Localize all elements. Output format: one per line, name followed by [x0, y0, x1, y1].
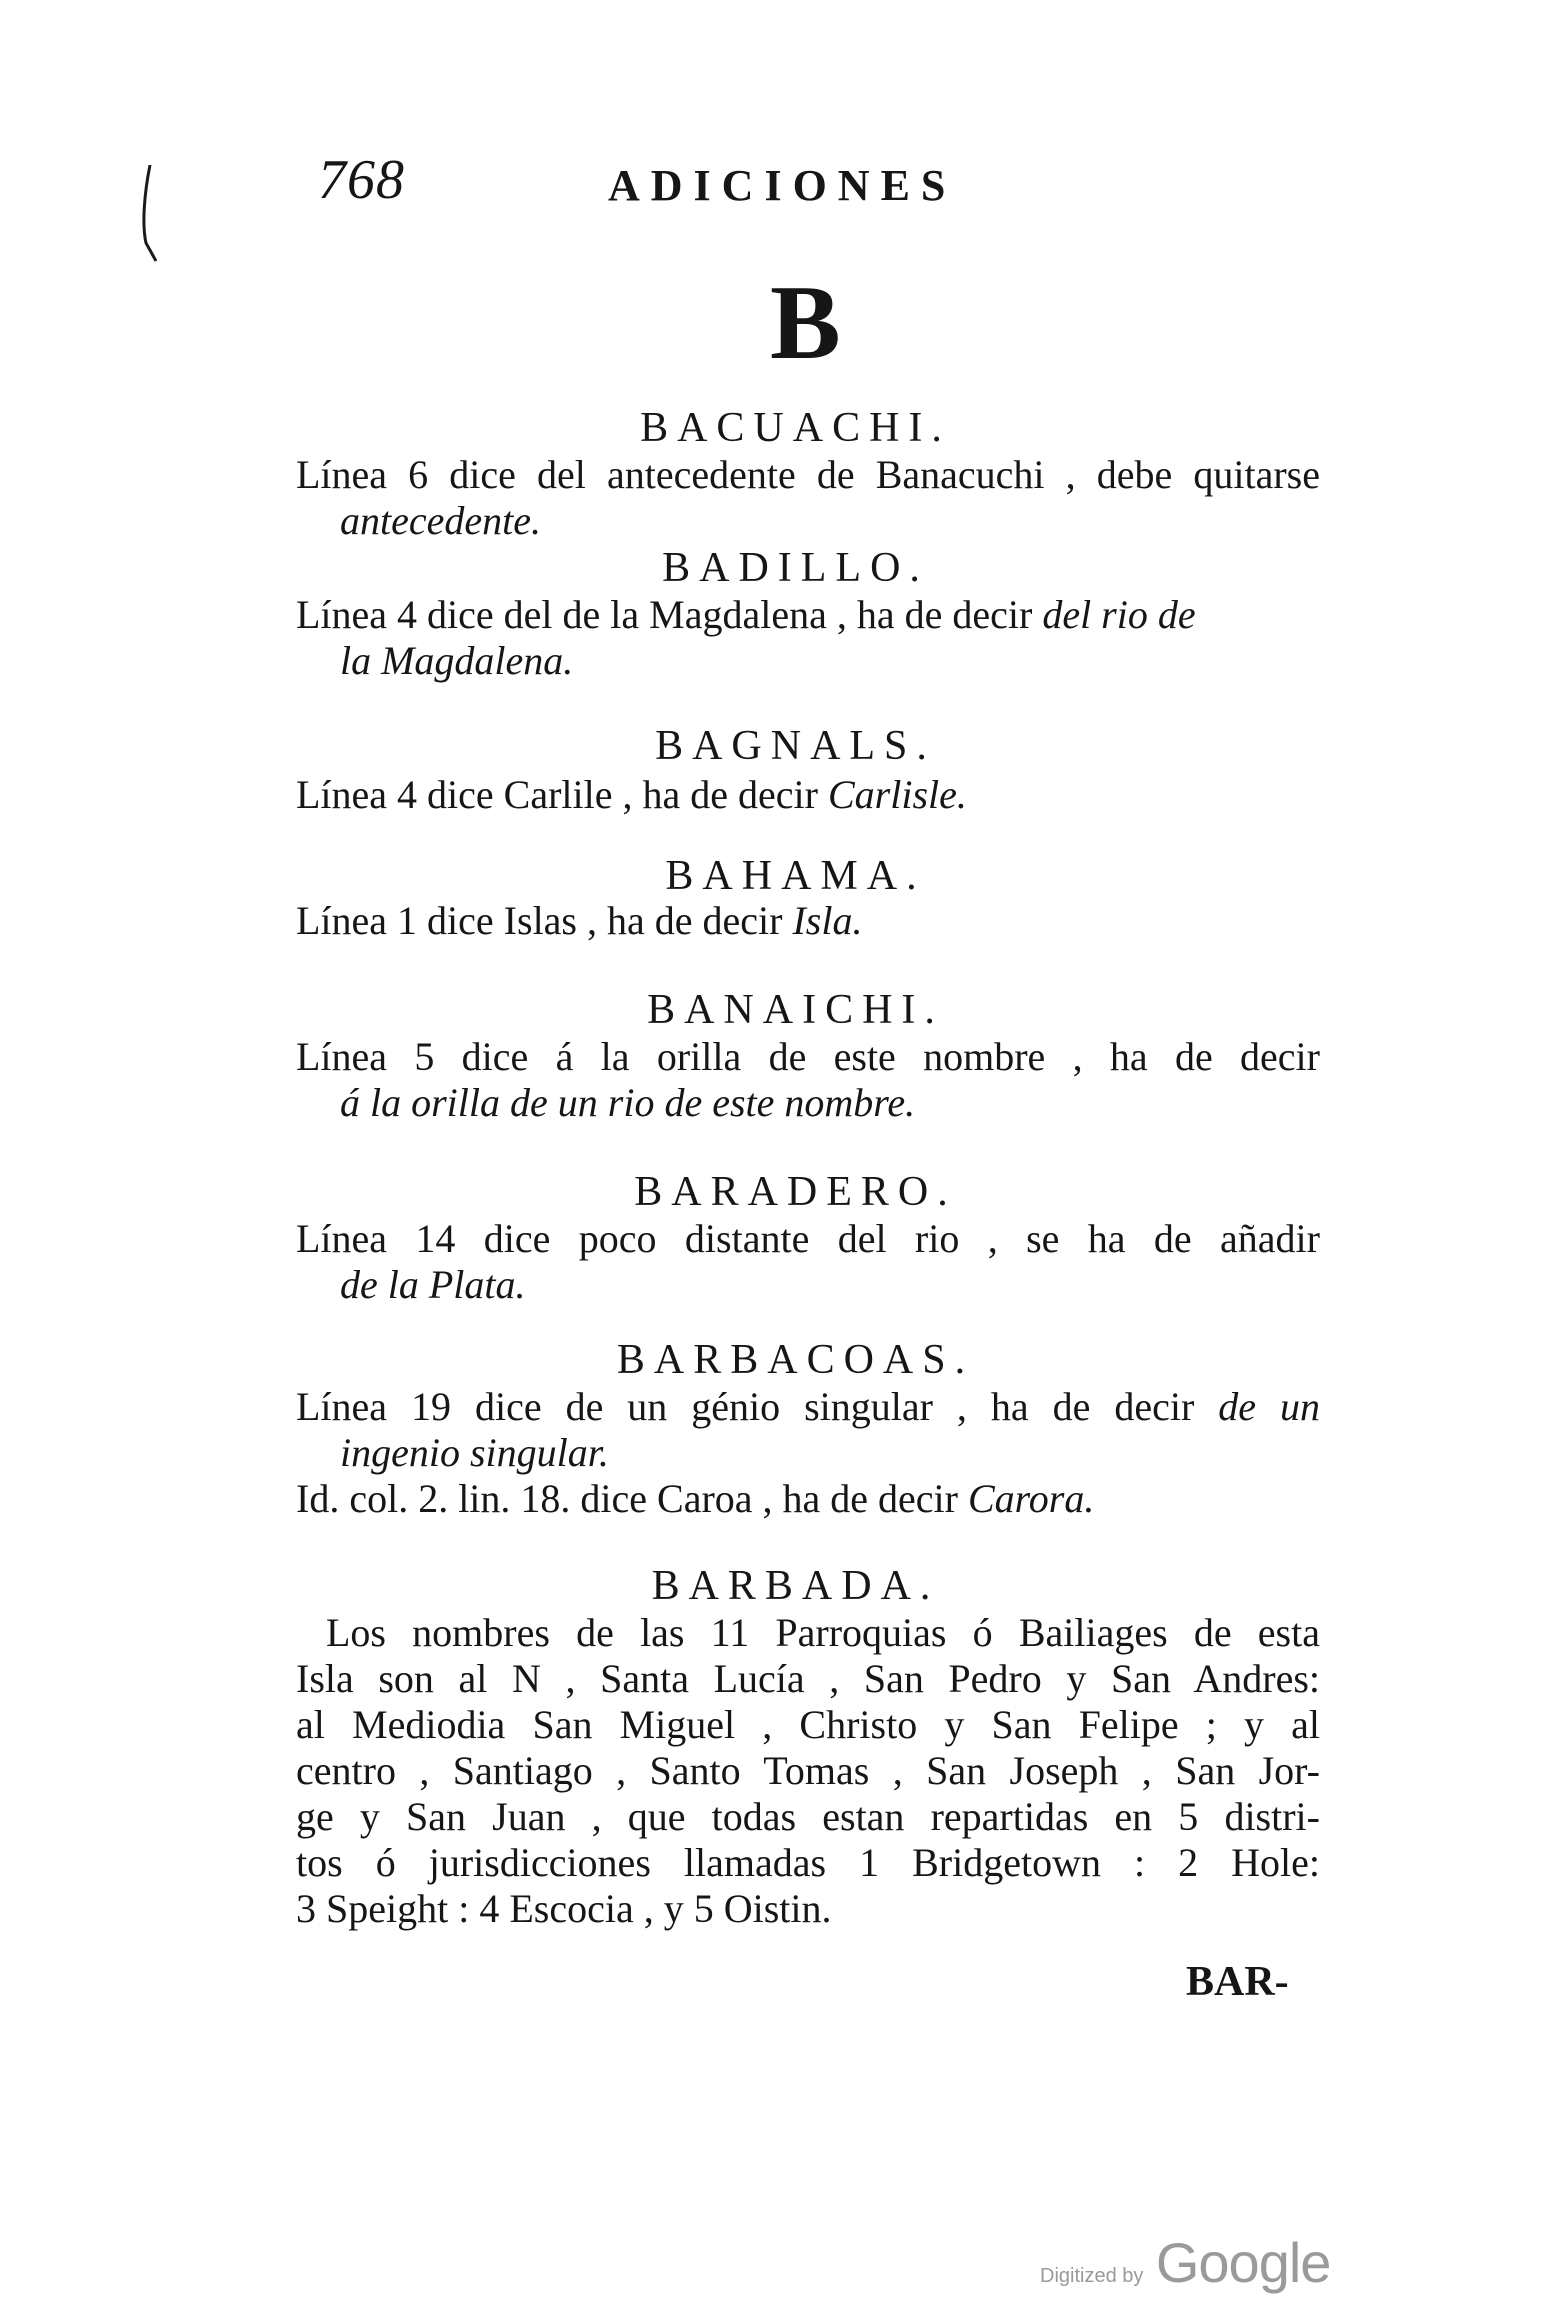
- entry-line: Línea 14 dice poco distante del rio , se ha de añadir: [296, 1216, 1320, 1261]
- entry-text-italic: Isla.: [792, 898, 863, 943]
- entry-title-badillo: BADILLO.: [662, 545, 929, 591]
- entry-text: Línea 19 dice de un génio singular , ha de decir: [296, 1384, 1195, 1429]
- page-header: [318, 148, 1118, 218]
- entry-line: 3 Speight : 4 Escocia , y 5 Oistin.: [296, 1886, 832, 1931]
- entry-text: Línea 4 dice del de la Magdalena , ha de decir: [296, 592, 1033, 637]
- catchword: BAR-: [1186, 1959, 1289, 2005]
- entry-title-bagnals: BAGNALS.: [655, 723, 936, 769]
- entry-text-italic: Carora.: [968, 1476, 1095, 1521]
- entry-text-italic: de un: [1218, 1384, 1320, 1429]
- entry-line: [296, 772, 1320, 818]
- entry-line: al Mediodia San Miguel , Christo y San Felipe ; y al: [296, 1702, 1320, 1747]
- entry-line: ge y San Juan , que todas estan repartidas en 5 distri-: [296, 1794, 1320, 1839]
- section-letter: B: [770, 264, 841, 381]
- entry-line: [296, 1476, 1320, 1522]
- margin-bracket-mark: [136, 165, 158, 265]
- entry-line-italic: ingenio singular.: [340, 1430, 609, 1475]
- entry-text: Línea 4 dice Carlile , ha de decir: [296, 772, 818, 817]
- entry-line-italic: de la Plata.: [340, 1262, 526, 1307]
- entry-line: [296, 592, 1320, 638]
- entry-line: Línea 5 dice á la orilla de este nombre , ha de decir: [296, 1034, 1320, 1079]
- entry-line-italic: la Magdalena.: [340, 638, 574, 683]
- entry-title-banaichi: BANAICHI.: [647, 987, 944, 1033]
- entry-line: Isla son al N , Santa Lucía , San Pedro y San Andres:: [296, 1656, 1320, 1701]
- watermark-prefix: Digitized by: [1040, 2265, 1144, 2287]
- entry-title-bahama: BAHAMA.: [665, 853, 926, 899]
- entry-text-italic: del rio de: [1042, 592, 1196, 637]
- entry-title-bacuachi: BACUACHI.: [640, 405, 951, 451]
- entry-line-italic: antecedente.: [340, 498, 541, 543]
- entry-line: Línea 6 dice del antecedente de Banacuchi , debe quitarse: [296, 452, 1320, 497]
- entry-line: Los nombres de las 11 Parroquias ó Bailiages de esta: [326, 1610, 1320, 1655]
- running-head: ADICIONES: [608, 161, 957, 210]
- entry-line-italic: á la orilla de un rio de este nombre.: [340, 1080, 916, 1125]
- digitized-by-watermark: [1040, 2230, 1330, 2295]
- entry-title-barbacoas: BARBACOAS.: [616, 1337, 975, 1383]
- entry-text: Línea 1 dice Islas , ha de decir: [296, 898, 783, 943]
- page-number: 768: [318, 149, 405, 211]
- entry-title-barbada: BARBADA.: [651, 1563, 940, 1609]
- entry-line: tos ó jurisdicciones llamadas 1 Bridgetown : 2 Hole:: [296, 1840, 1320, 1885]
- entry-text-italic: Carlisle.: [827, 772, 967, 817]
- entry-line: [296, 898, 1320, 944]
- google-logo: Google: [1155, 2231, 1331, 2294]
- entry-text: Id. col. 2. lin. 18. dice Caroa , ha de decir: [296, 1476, 958, 1521]
- entry-line: centro , Santiago , Santo Tomas , San Joseph , San Jor-: [296, 1748, 1320, 1793]
- entry-line: [296, 1384, 1320, 1430]
- entry-title-baradero: BARADERO.: [634, 1169, 957, 1215]
